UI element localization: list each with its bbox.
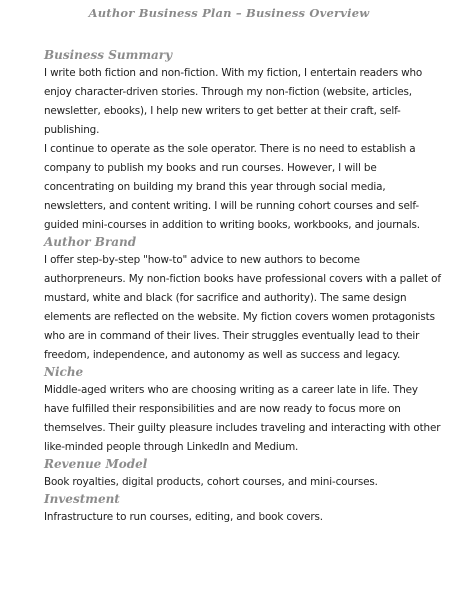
section-investment	[44, 492, 444, 527]
section-niche	[44, 365, 444, 457]
section-heading: Revenue Model	[44, 457, 148, 471]
paragraph: Book royalties, digital products, cohort courses, and mini-courses.	[44, 476, 378, 488]
section-heading: Author Brand	[44, 235, 137, 249]
section-heading: Investment	[44, 492, 120, 506]
paragraph: Infrastructure to run courses, editing, and book covers.	[44, 511, 323, 523]
section-heading: Niche	[44, 365, 84, 379]
section-business-summary	[44, 48, 444, 235]
section-revenue-model	[44, 457, 444, 492]
document-title: Author Business Plan – Business Overview	[88, 6, 370, 20]
section-author-brand	[44, 235, 444, 365]
section-heading: Business Summary	[44, 48, 173, 62]
paragraph: Middle-aged writers who are choosing writing as a career late in life. They have fulfilled their responsibilities and are now ready to focus more on themselves. Their guilty pleasure includes traveling and interacting with other like-minded people through LinkedIn and Medium.	[44, 384, 441, 453]
paragraph: I offer step-by-step "how-to" advice to new authors to become authorpreneurs. My non-fiction books have professional covers with a pallet of mustard, white and black (for sacrifice and authority). The same design elements are reflected on the website. My fiction covers women protagonists who are in command of their lives. Their struggles eventually lead to their freedom, independence, and autonomy as well as success and legacy.	[44, 254, 441, 361]
paragraph: I continue to operate as the sole operator. There is no need to establish a company to publish my books and run courses. However, I will be concentrating on building my brand this year through social media, newsletters, and content writing. I will be running cohort courses and self-guided mini-courses in addition to writing books, workbooks, and journals.	[44, 143, 420, 231]
paragraph: I write both fiction and non-fiction. With my fiction, I entertain readers who enjoy character-driven stories. Through my non-fiction (website, articles, newsletter, ebooks), I help new writers to get better at their craft, self-publishing.	[44, 67, 423, 136]
